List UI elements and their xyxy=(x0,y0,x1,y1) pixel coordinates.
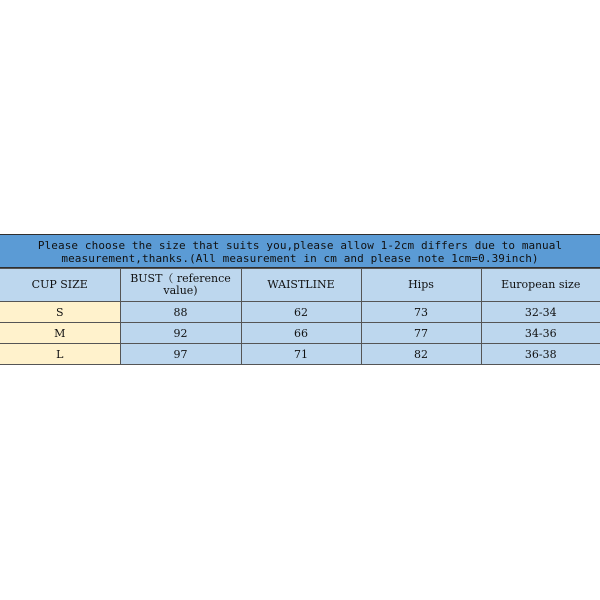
cell-european-size: 34-36 xyxy=(481,323,600,344)
cell-size: L xyxy=(0,344,120,365)
table-row xyxy=(0,323,600,344)
cell-bust: 88 xyxy=(120,302,241,323)
cell-hips: 82 xyxy=(361,344,481,365)
cell-size: M xyxy=(0,323,120,344)
cell-waistline: 71 xyxy=(241,344,361,365)
header-cup-size: CUP SIZE xyxy=(0,269,120,302)
size-notice xyxy=(0,234,600,268)
cell-bust: 97 xyxy=(120,344,241,365)
cell-hips: 73 xyxy=(361,302,481,323)
header-bust: BUST（ reference value) xyxy=(120,269,241,302)
cell-waistline: 62 xyxy=(241,302,361,323)
cell-european-size: 36-38 xyxy=(481,344,600,365)
cell-hips: 77 xyxy=(361,323,481,344)
header-hips: Hips xyxy=(361,269,481,302)
table-row xyxy=(0,302,600,323)
cell-waistline: 66 xyxy=(241,323,361,344)
size-table xyxy=(0,268,600,365)
header-row xyxy=(0,269,600,302)
cell-european-size: 32-34 xyxy=(481,302,600,323)
notice-line-1: Please choose the size that suits you,please allow 1-2cm differs due to manual xyxy=(37,239,563,252)
cell-bust: 92 xyxy=(120,323,241,344)
header-waistline: WAISTLINE xyxy=(241,269,361,302)
notice-line-2: measurement,thanks.(All measurement in cm and please note 1cm=0.39inch) xyxy=(61,252,539,265)
table-row xyxy=(0,344,600,365)
size-chart xyxy=(0,234,600,365)
cell-size: S xyxy=(0,302,120,323)
header-european-size: European size xyxy=(481,269,600,302)
